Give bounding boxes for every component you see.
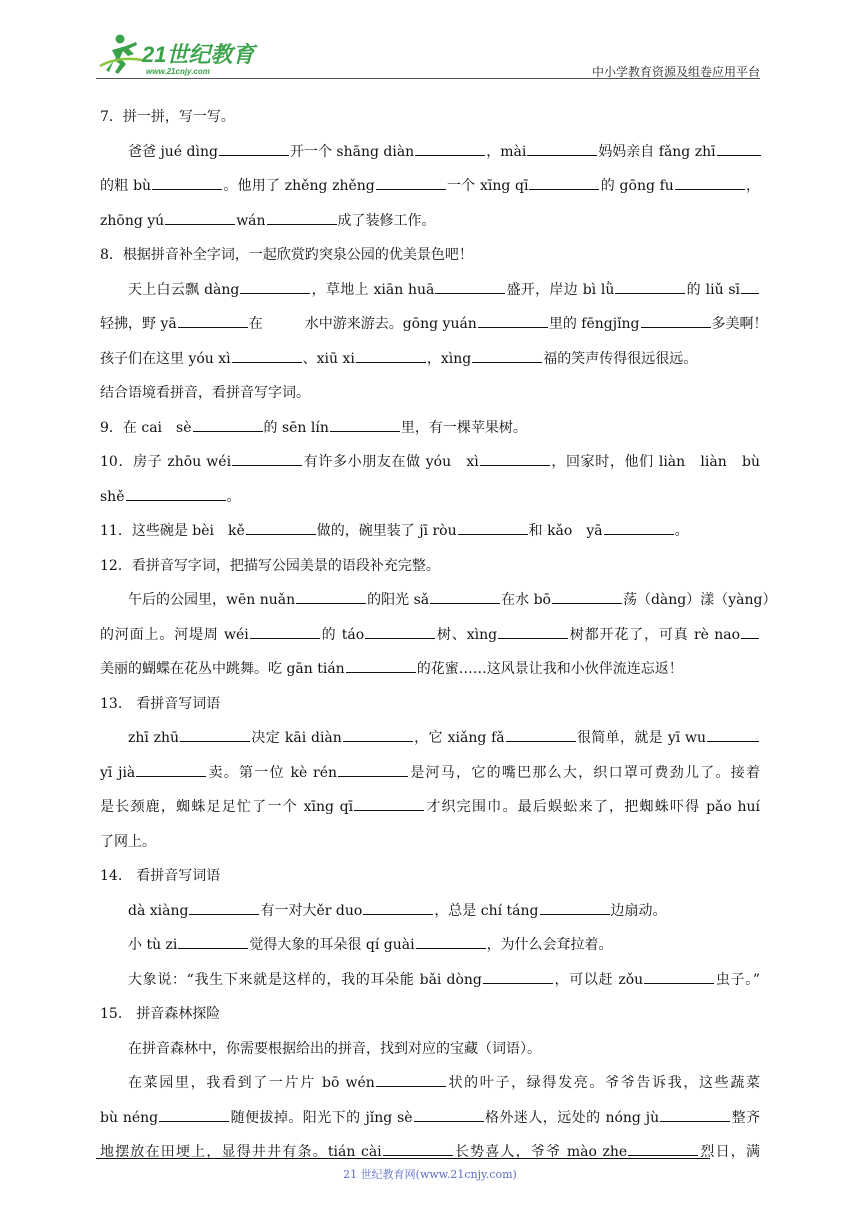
answer-blank[interactable] [529,177,599,190]
text-segment: 虫子。” [715,971,760,988]
text-segment: shě [100,488,125,505]
text-line [100,756,760,791]
answer-blank[interactable] [354,798,424,811]
answer-blank[interactable] [165,212,235,225]
text-segment: 里的 fēngjǐng [548,316,640,332]
text-segment: 的花蜜……这风景让我和小伙伴流连忘返！ [416,661,683,677]
text-line [100,1032,760,1067]
answer-blank[interactable] [675,177,745,190]
answer-blank[interactable] [178,936,248,949]
text-segment: 状的叶子，绿得发亮。爷爷告诉我，这些蔬菜 [446,1075,761,1091]
text-segment: 开一个 shāng diàn [289,143,415,160]
spacer [264,316,304,328]
answer-blank[interactable] [415,143,485,156]
text-line [100,238,760,273]
text-segment: 树、xìng [436,626,498,643]
text-line [100,169,760,204]
answer-blank[interactable] [552,591,622,604]
text-segment: zhōng yú [100,212,165,229]
text-segment: 、xiū xi [302,350,355,367]
answer-blank[interactable] [430,591,500,604]
runner-icon [100,35,142,75]
text-segment: 长势喜人，爷爷 mào zhe [453,1144,628,1160]
text-segment: 小 tù zi [128,937,178,953]
text-segment: 卖。第一位 kè rén [207,764,338,781]
answer-blank[interactable] [346,660,416,673]
text-segment: 9．在 cai sè [100,419,192,436]
text-segment: ，草地上 xiān huā [311,281,435,298]
text-segment: 结合语境看拼音，看拼音写字词。 [100,385,310,401]
text-line [100,894,760,929]
answer-blank[interactable] [356,350,426,363]
text-segment: ，mài [486,143,527,160]
answer-blank[interactable] [660,1109,730,1122]
answer-blank[interactable] [458,522,528,535]
text-segment: 7．拼一拼，写一写。 [100,109,235,125]
text-line [100,307,768,342]
text-line [100,411,760,446]
text-line [100,997,760,1032]
text-segment: 格外迷人，远处的 nóng jù [484,1109,660,1126]
answer-blank[interactable] [414,1109,484,1122]
text-segment: 妈妈亲自 fǎng zhī [598,143,716,160]
text-line [100,928,760,963]
answer-blank[interactable] [232,453,302,466]
answer-blank[interactable] [296,591,366,604]
answer-blank[interactable] [641,315,711,328]
text-line [100,445,760,480]
text-segment: 15. 拼音森林探险 [100,1006,221,1022]
text-segment: 。他用了 zhěng zhěng [223,178,375,194]
text-line [100,652,760,687]
text-line [100,790,760,825]
text-segment: 12．看拼音写字词，把描写公园美景的语段补充完整。 [100,557,440,574]
text-segment: zhī zhū [128,730,180,746]
text-segment: 福的笑声传得很远很远。 [543,350,698,367]
text-line [100,514,760,549]
answer-blank[interactable] [717,143,761,156]
text-segment: 很简单，就是 yī wu [576,730,706,746]
answer-blank[interactable] [246,522,316,535]
text-segment: 的 gōng fu [600,178,674,194]
answer-blank[interactable] [376,177,446,190]
header-platform-text: 中小学教育资源及组卷应用平台 [591,65,760,79]
answer-blank[interactable] [628,1143,698,1156]
text-segment: 做的，碗里装了 jī ròu [316,523,457,539]
text-segment: ，它 xiǎng fǎ [413,730,505,746]
answer-blank[interactable] [136,764,206,777]
text-segment: 水中游来游去。gōng yuán [304,316,477,332]
text-segment: 在拼音森林中，你需要根据给出的拼音，找到对应的宝藏（词语）。 [128,1040,541,1057]
text-segment: 地摆放在田埂上，显得井井有条。tián cài [100,1144,382,1160]
text-segment: 边扇动。 [610,902,667,919]
text-segment: 成了装修工作。 [337,212,436,229]
text-segment: 一个 xīng qī [446,178,529,194]
text-segment: 是河马，它的嘴巴那么大，织口罩可费劲儿了。接着 [409,764,760,781]
answer-blank[interactable] [498,626,568,639]
text-segment: 美丽的蝴蝶在花丛中跳舞。吃 gān tián [100,661,345,677]
answer-blank[interactable] [416,936,486,949]
answer-blank[interactable] [615,281,685,294]
text-segment: 决定 kāi diàn [251,730,342,746]
text-segment: 在菜园里，我看到了一片片 bō wén [128,1075,375,1091]
answer-blank[interactable] [219,143,289,156]
footer-text: 21 世纪教育网(www.21cnjy.com) [343,1168,517,1181]
text-segment: ，总是 chí táng [434,902,539,919]
answer-blank[interactable] [193,419,263,432]
text-line [100,1135,760,1170]
answer-blank[interactable] [180,729,250,742]
text-line [100,687,760,722]
text-line [100,342,760,377]
text-segment: 11．这些碗是 bèi kě [100,523,245,539]
text-segment: 烈日，满 [699,1144,760,1160]
answer-blank[interactable] [480,453,550,466]
text-line [100,549,760,584]
text-segment: 爸爸 jué dìng [128,143,218,160]
text-line [100,721,760,756]
answer-blank[interactable] [483,971,553,984]
text-line [100,825,760,860]
answer-blank[interactable] [435,281,505,294]
text-line [100,376,760,411]
text-line [100,618,760,653]
text-line [100,273,760,308]
text-segment: dà xiàng [128,902,189,919]
answer-blank[interactable] [540,902,610,915]
text-segment: wán [236,212,266,229]
answer-blank[interactable] [250,626,320,639]
answer-blank[interactable] [527,143,597,156]
text-segment: bù néng [100,1109,159,1126]
text-segment: 的粗 bù [100,178,152,194]
text-segment: 午后的公园里，wēn nuǎn [128,592,296,608]
text-segment: ， [745,178,761,194]
text-segment: 的阳光 sǎ [367,592,430,608]
text-segment: 整齐 [731,1109,761,1126]
answer-blank[interactable] [189,902,259,915]
text-segment: 的 táo [320,626,365,643]
text-segment: ，xìng [426,350,472,367]
text-segment: 的 liǔ sī [686,281,740,298]
answer-blank[interactable] [376,1074,446,1087]
answer-blank[interactable] [741,626,759,639]
text-line [100,204,760,239]
text-line [100,135,760,170]
text-segment: 随便拔掉。阳光下的 jǐng sè [230,1109,413,1126]
text-line [100,583,777,618]
answer-blank[interactable] [472,350,542,363]
text-segment: 觉得大象的耳朵很 qí guài [249,937,415,953]
logo-url: www.21cnjy.com [146,67,210,76]
text-segment: 有许多小朋友在做 yóu xì [303,454,479,470]
answer-blank[interactable] [644,971,714,984]
text-segment: 在 [248,316,263,332]
footer-divider [96,1158,710,1159]
text-segment: 和 kǎo yā [528,523,603,539]
text-line [100,1101,760,1136]
text-segment: 13. 看拼音写词语 [100,695,221,712]
answer-blank[interactable] [478,315,548,328]
answer-blank[interactable] [232,350,302,363]
text-segment: 了网上。 [100,833,156,850]
answer-blank[interactable] [741,281,759,294]
answer-blank[interactable] [240,281,310,294]
text-segment: 树都开花了，可真 rè nao [569,626,741,643]
answer-blank[interactable] [707,729,759,742]
text-segment: ，为什么会耷拉着。 [486,937,613,953]
text-line [100,859,760,894]
logo-text: 21世纪教育 [142,42,255,67]
text-segment: 轻拂，野 yā [100,316,177,332]
page-header [96,30,760,78]
text-segment: 里，有一棵苹果树。 [400,419,527,436]
text-segment: 才织完围巾。最后蜈蚣来了，把蜘蛛吓得 pǎo huí [425,799,760,815]
header-divider [96,78,760,79]
text-line [100,100,760,135]
text-segment: 有一对大ěr duo [260,902,363,919]
text-line [100,480,760,515]
answer-blank[interactable] [126,488,226,501]
text-segment: 。 [226,488,241,505]
text-segment: 多美啊！ [711,316,768,332]
text-segment: 孩子们在这里 yóu xì [100,350,231,367]
text-line [100,1066,760,1101]
text-segment: 盛开，岸边 bì lǜ [506,281,615,298]
text-segment: 10．房子 zhōu wéi [100,454,232,470]
logo [96,30,266,78]
text-segment: yī jià [100,764,136,781]
answer-blank[interactable] [338,764,408,777]
answer-blank[interactable] [383,1143,453,1156]
answer-blank[interactable] [506,729,576,742]
answer-blank[interactable] [152,177,222,190]
text-segment: 天上白云飘 dàng [128,281,240,298]
answer-blank[interactable] [159,1109,229,1122]
text-segment: 在水 bō [501,592,551,608]
text-segment: 大象说：“我生下来就是这样的，我的耳朵能 bǎi dòng [128,971,482,988]
answer-blank[interactable] [178,315,248,328]
text-segment: 14. 看拼音写词语 [100,868,221,884]
answer-blank[interactable] [604,522,674,535]
text-line [100,963,760,998]
text-segment: 的河面上。河堤周 wéi [100,626,249,643]
text-segment: ，可以赶 zǒu [553,971,644,988]
answer-blank[interactable] [363,902,433,915]
text-segment: 的 sēn lín [263,419,329,436]
document-body [100,100,777,1170]
text-segment: 是长颈鹿，蜘蛛足足忙了一个 xīng qī [100,799,354,815]
text-segment: ，回家时，他们 liàn liàn bù [550,454,760,470]
answer-blank[interactable] [365,626,435,639]
text-segment: 8．根据拼音补全字词，一起欣赏趵突泉公园的优美景色吧！ [100,247,473,263]
text-segment: 荡（dàng）漾（yàng） [622,592,777,608]
text-segment: 。 [674,523,689,539]
answer-blank[interactable] [330,419,400,432]
answer-blank[interactable] [343,729,413,742]
answer-blank[interactable] [267,212,337,225]
